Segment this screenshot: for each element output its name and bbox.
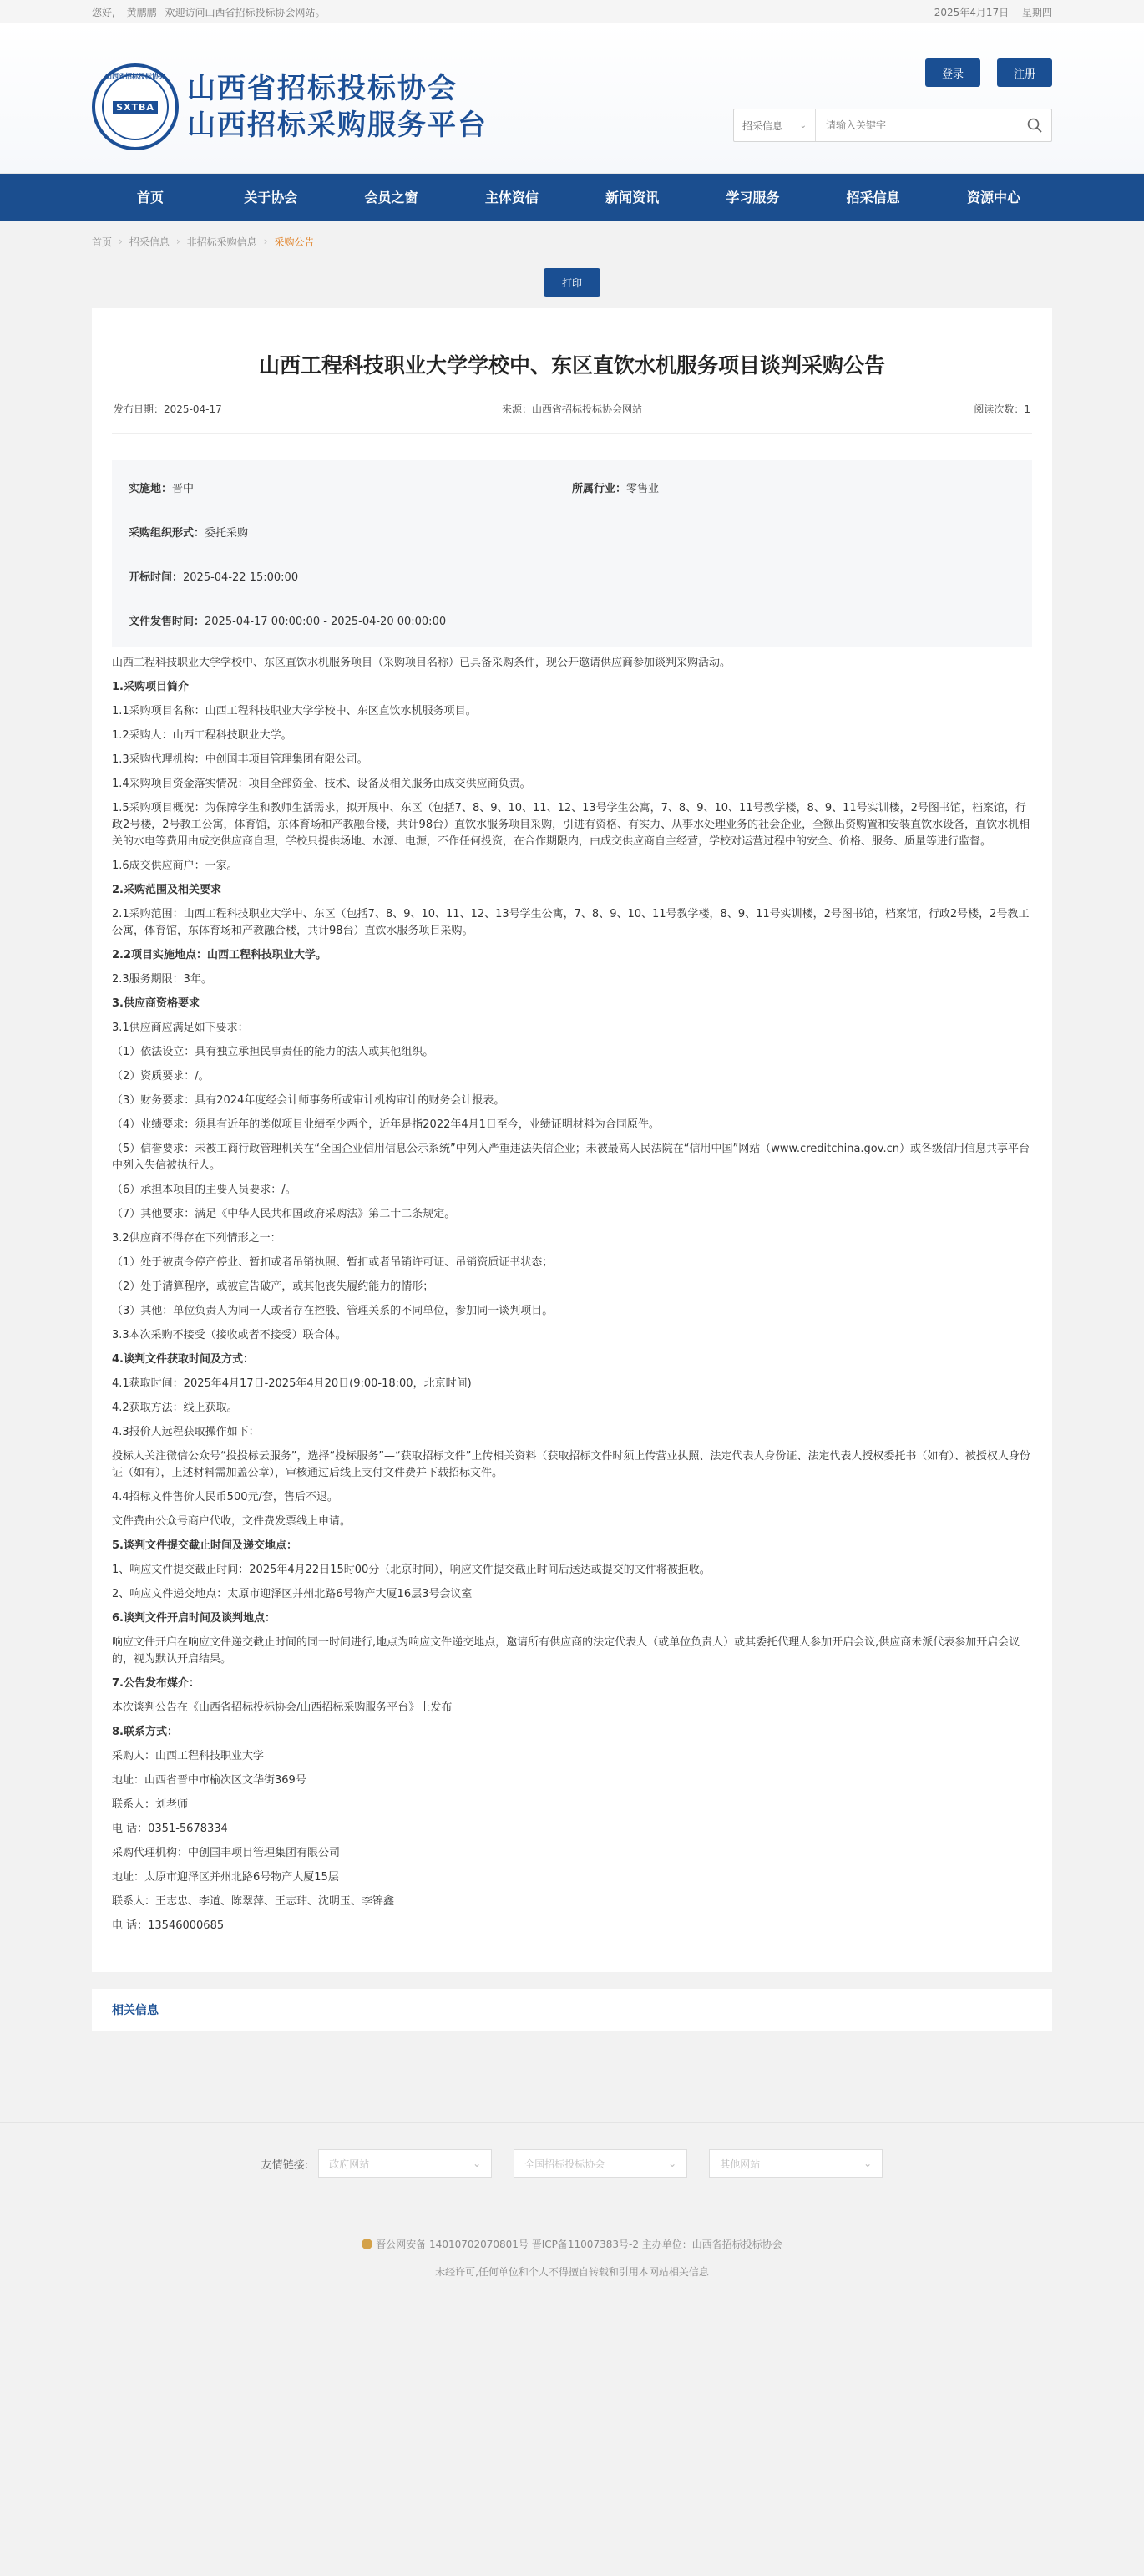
friend-links-label: 友情链接: — [261, 2158, 309, 2172]
doc-time-label: 文件发售时间： — [129, 616, 205, 628]
article-paragraph: （1）处于被责令停产停业、暂扣或者吊销执照、暂扣或者吊销许可证、吊销资质证书状态； — [112, 1256, 554, 1269]
article-paragraph: 4.1获取时间：2025年4月17日-2025年4月20日(9:00-18:00，北京时间) — [112, 1377, 472, 1390]
search-button[interactable] — [1018, 109, 1051, 141]
breadcrumb-separator-icon: › — [119, 236, 123, 247]
org-form-label: 采购组织形式： — [129, 527, 205, 540]
article-paragraph: 地址：山西省晋中市榆次区文华街369号 — [112, 1774, 306, 1787]
breadcrumb — [0, 221, 1144, 261]
article-paragraph: 4.2获取方法：线上获取。 — [112, 1402, 238, 1414]
article-paragraph: （7）其他要求：满足《中华人民共和国政府采购法》第二十二条规定。 — [112, 1208, 456, 1220]
article-paragraph: 1.3采购代理机构：中创国丰项目管理集团有限公司。 — [112, 753, 368, 766]
logo-name-line1: 山西省招标投标协会 — [187, 72, 458, 105]
link-select-other[interactable] — [709, 2149, 883, 2178]
doc-time-value: 2025-04-17 00:00:00 - 2025-04-20 00:00:00 — [205, 616, 447, 628]
chevron-down-icon: ⌄ — [799, 120, 807, 130]
search-icon — [1026, 117, 1043, 134]
search-category-select[interactable] — [734, 109, 816, 141]
section-heading: 5.谈判文件提交截止时间及递交地点： — [112, 1539, 297, 1552]
article-source: 来源：山西省招标投标协会网站 — [501, 403, 642, 415]
article-paragraph: 联系人：王志忠、李道、陈翠萍、王志玮、沈明玉、李锦鑫 — [112, 1895, 395, 1908]
nav-item-credit[interactable]: 主体资信 — [484, 190, 539, 205]
article-paragraph: （3）其他：单位负责人为同一人或者存在控股、管理关系的不同单位，参加同一谈判项目。 — [112, 1305, 554, 1317]
seal-ring-text: 山西省招标投标协会 — [105, 73, 165, 80]
nav-item-home[interactable]: 首页 — [136, 190, 164, 205]
search-category-label: 招采信息 — [742, 119, 783, 132]
section-heading: 1.采购项目简介 — [112, 681, 189, 693]
greeting — [92, 5, 326, 19]
main-nav — [0, 174, 1144, 221]
article-paragraph: 2.1采购范围：山西工程科技职业大学中、东区（包括7、8、9、10、11、12、13号学生公寓，7、8、9、10、11号教学楼，8、9、11号实训楼，2号图书馆，档案馆，行政2号楼，2号教工公寓，体育馆，东体育场和产教融合楼，共计98台）直饮水服务项目采购。 — [112, 908, 1030, 937]
association-seal-icon — [92, 63, 179, 150]
article-paragraph: 3.2供应商不得存在下列情形之一： — [112, 1232, 281, 1245]
friend-links — [0, 2122, 1144, 2203]
breadcrumb-separator-icon: › — [263, 236, 268, 247]
link-select-other-value: 其他网站 — [720, 2158, 761, 2170]
article-paragraph: 3.3本次采购不接受（接收或者不接受）联合体。 — [112, 1329, 347, 1341]
breadcrumb-procurement[interactable]: 招采信息 — [129, 236, 170, 248]
article-paragraph: 4.4招标文件售价人民币500元/套，售后不退。 — [112, 1491, 338, 1504]
article-paragraph: （2）资质要求：/。 — [112, 1070, 210, 1083]
link-select-government[interactable] — [318, 2149, 492, 2178]
section-heading: 4.谈判文件获取时间及方式： — [112, 1353, 254, 1366]
publish-date: 发布日期：2025-04-17 — [114, 403, 222, 415]
article-paragraph: 1.6成交供应商户：一家。 — [112, 860, 238, 872]
article-paragraph: 本次谈判公告在《山西省招标投标协会/山西招标采购服务平台》上发布 — [112, 1701, 453, 1714]
article-paragraph: 1、响应文件提交截止时间：2025年4月22日15时00分（北京时间），响应文件提交截止时间后送达或提交的文件将被拒收。 — [112, 1564, 711, 1576]
article-meta — [112, 402, 1032, 434]
register-button[interactable]: 注册 — [997, 58, 1052, 87]
nav-item-members[interactable]: 会员之窗 — [364, 190, 418, 205]
article-paragraph: （1）依法设立：具有独立承担民事责任的能力的法人或其他组织。 — [112, 1046, 434, 1058]
nav-item-procurement[interactable]: 招采信息 — [846, 190, 900, 205]
article-paragraph: 2.3服务期限：3年。 — [112, 973, 212, 986]
section-heading: 8.联系方式： — [112, 1726, 178, 1738]
footer — [0, 2203, 1144, 2303]
footer-copyright: 未经许可,任何单位和个人不得擅自转载和引用本网站相关信息 — [435, 2266, 709, 2278]
article-paragraph: （4）业绩要求：须具有近年的类似项目业绩至少两个，近年是指2022年4月1日至今，业绩证明材料为合同原件。 — [112, 1118, 660, 1131]
article-title: 山西工程科技职业大学学校中、东区直饮水机服务项目谈判采购公告 — [258, 353, 885, 378]
article-paragraph: 采购代理机构：中创国丰项目管理集团有限公司 — [112, 1847, 341, 1859]
article-paragraph: 山西工程科技职业大学学校中、东区直饮水机服务项目（采购项目名称）已具备采购条件，现公开邀请供应商参加谈判采购活动。 — [112, 657, 731, 669]
chevron-down-icon: ⌄ — [863, 2158, 873, 2169]
search-input[interactable] — [816, 109, 1018, 141]
project-info-box — [112, 460, 1032, 647]
article-paragraph: 3.1供应商应满足如下要求： — [112, 1022, 249, 1034]
section-heading: 3.供应商资格要求 — [112, 997, 200, 1010]
greeting-text: 您好, — [92, 6, 115, 18]
header — [0, 23, 1144, 174]
article-paragraph: （3）财务要求：具有2024年度经会计师事务所或审计机构审计的财务会计报表。 — [112, 1094, 505, 1107]
related-info-section — [92, 1989, 1052, 2031]
article-paragraph: （2）处于清算程序，或被宣告破产，或其他丧失履约能力的情形； — [112, 1280, 434, 1293]
article-paragraph: 1.1采购项目名称：山西工程科技职业大学学校中、东区直饮水机服务项目。 — [112, 705, 477, 718]
article-paragraph: 联系人：刘老师 — [112, 1798, 189, 1811]
article-paragraph: 电 话：0351-5678334 — [112, 1823, 228, 1835]
nav-item-news[interactable]: 新闻资讯 — [605, 190, 660, 205]
open-time-value: 2025-04-22 15:00:00 — [183, 571, 299, 584]
top-bar — [0, 0, 1144, 23]
industry-label: 所属行业： — [572, 483, 627, 495]
article-paragraph: 电 话：13546000685 — [112, 1919, 225, 1932]
chevron-down-icon: ⌄ — [473, 2158, 482, 2169]
search-bar — [733, 109, 1052, 142]
police-badge-icon — [362, 2239, 372, 2249]
article — [92, 308, 1052, 1972]
article-paragraph: 1.4采购项目资金落实情况：项目全部资金、技术、设备及相关服务由成交供应商负责。 — [112, 778, 531, 790]
chevron-down-icon: ⌄ — [668, 2158, 677, 2169]
welcome-text: 欢迎访问山西省招标投标协会网站。 — [165, 6, 326, 18]
breadcrumb-home[interactable]: 首页 — [92, 236, 113, 248]
link-select-government-value: 政府网站 — [329, 2158, 370, 2170]
section-heading: 6.谈判文件开启时间及谈判地点： — [112, 1612, 276, 1625]
article-paragraph: 1.5采购项目概况：为保障学生和教师生活需求，拟开展中、东区（包括7、8、9、10、11、12、13号学生公寓，7、8、9、10、11号教学楼，8、9、11号实训楼，2号图书馆，档案馆，行政2号楼，2号教工公寓，体育馆，东体育场和产教融合楼，共计98台）直饮水服务项目采购，引进有资格、有实力、从事水处理业务的社会企业，全额出资购置和安装直饮水设备，直饮水机相关的水电等费用由成交供应商自理，学校只提供场地、水源、电源，不作任何投资，在合作期限内，由成交供应商自主经营，学校对运营过程中的安全、价格、服务、质量等进行监督。 — [112, 802, 1030, 848]
section-heading: 2.2项目实施地点：山西工程科技职业大学。 — [112, 949, 327, 961]
article-paragraph: （5）信誉要求：未被工商行政管理机关在“全国企业信用信息公示系统”中列入严重违法失信企业；未被最高人民法院在“信用中国”网站（www.creditchina.gov.cn）或各级信用信息共享平台中列入失信被执行人。 — [112, 1143, 1030, 1172]
link-select-national[interactable] — [514, 2149, 687, 2178]
article-body — [112, 655, 1032, 1935]
article-paragraph: 1.2采购人：山西工程科技职业大学。 — [112, 729, 292, 742]
article-paragraph: 投标人关注微信公众号“投投标云服务”，选择“投标服务”—“获取招标文件”上传相关资料（获取招标文件时须上传营业执照、法定代表人身份证、法定代表人授权委托书（如有）、被授权人身份证（如有），上述材料需加盖公章），审核通过后线上支付文件费并下载招标文件。 — [112, 1450, 1030, 1479]
nav-item-learning[interactable]: 学习服务 — [726, 190, 780, 205]
article-paragraph: 文件费由公众号商户代收，文件费发票线上申请。 — [112, 1515, 352, 1528]
section-heading: 7.公告发布媒介： — [112, 1677, 200, 1690]
login-button[interactable]: 登录 — [925, 58, 980, 87]
view-count: 阅读次数：1 — [974, 403, 1030, 415]
open-time-label: 开标时间： — [129, 571, 184, 584]
org-form-value: 委托采购 — [205, 527, 249, 540]
visitor-name: 黄鹏鹏 — [126, 6, 157, 18]
link-select-national-value: 全国招标投标协会 — [524, 2158, 605, 2170]
location-label: 实施地： — [129, 483, 173, 495]
logo-name-line2: 山西招标采购服务平台 — [187, 109, 488, 142]
print-button[interactable]: 打印 — [544, 268, 600, 297]
site-logo[interactable] — [92, 63, 488, 150]
article-paragraph: 4.3报价人远程获取操作如下： — [112, 1426, 260, 1438]
date-text: 2025年4月17日 — [934, 6, 1010, 18]
industry-value: 零售业 — [626, 483, 660, 495]
breadcrumb-separator-icon: › — [175, 236, 180, 247]
seal-abbr: SXTBA — [113, 101, 158, 114]
article-paragraph: 2、响应文件递交地点：太原市迎泽区并州北路6号物产大厦16层3号会议室 — [112, 1588, 473, 1600]
article-paragraph: 地址：太原市迎泽区并州北路6号物产大厦15层 — [112, 1871, 339, 1884]
article-paragraph: 采购人：山西工程科技职业大学 — [112, 1750, 265, 1762]
related-info-title: 相关信息 — [112, 2004, 159, 2017]
nav-item-resources[interactable]: 资源中心 — [966, 190, 1020, 205]
footer-icp: 晋公网安备 14010702070801号 晋ICP备11007383号-2 主办单位：山西省招标投标协会 — [376, 2239, 782, 2250]
article-paragraph: （6）承担本项目的主要人员要求：/。 — [112, 1184, 296, 1196]
article-paragraph: 响应文件开启在响应文件递交截止时间的同一时间进行,地点为响应文件递交地点，邀请所有供应商的法定代表人（或单位负责人）或其委托代理人参加开启会议,供应商未派代表参加开启会议的，视为默认开启结果。 — [112, 1636, 1020, 1666]
breadcrumb-current: 采购公告 — [274, 236, 315, 248]
section-heading: 2.采购范围及相关要求 — [112, 884, 221, 896]
breadcrumb-nontender[interactable]: 非招标采购信息 — [186, 236, 257, 248]
location-value: 晋中 — [172, 483, 195, 495]
nav-item-about[interactable]: 关于协会 — [244, 190, 298, 205]
weekday-text: 星期四 — [1021, 6, 1052, 18]
date-display — [924, 5, 1052, 19]
